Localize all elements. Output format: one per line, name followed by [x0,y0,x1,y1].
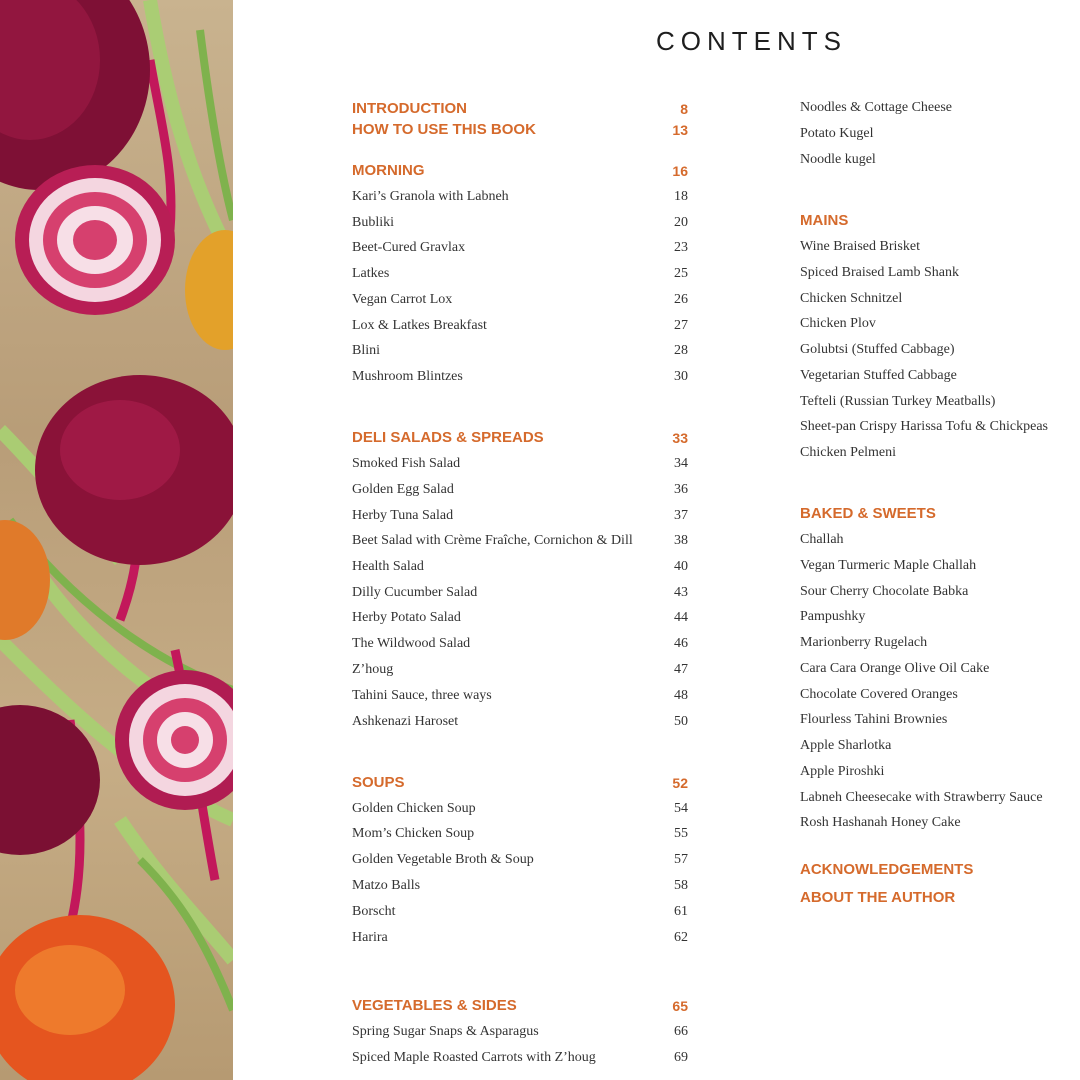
toc-entry-title: VEGETABLES & SIDES [352,997,517,1014]
toc-entry-title: Challah [800,532,844,547]
toc-entry-page: 65 [672,998,688,1014]
toc-entry-title: Matzo Balls [352,878,421,893]
toc-entry-title: Golubtsi (Stuffed Cabbage) [800,342,955,357]
toc-entry-title: Apple Sharlotka [800,738,892,753]
toc-entry [352,875,692,897]
toc-entry-title: Golden Chicken Soup [352,801,476,816]
toc-entry-title: Beet Salad with Crème Fraîche, Cornichon & Dill [352,533,633,548]
toc-entry [352,1021,692,1043]
toc-entry-title: Ashkenazi Haroset [352,714,459,729]
toc-entry-title: Z’houg [352,662,394,677]
toc-entry-title: Harira [352,930,388,945]
toc-entry-page: 55 [674,826,688,841]
toc-entry-title: The Wildwood Salad [352,636,471,651]
toc-entry-page: 18 [674,189,688,204]
toc-entry [800,339,1070,361]
toc-entry [800,313,1070,335]
toc-entry [800,123,1070,145]
toc-entry-title: Kari’s Granola with Labneh [352,189,509,204]
toc-entry-title: Spiced Braised Lamb Shank [800,265,960,280]
toc-entry-title: Labneh Cheesecake with Strawberry Sauce [800,790,1043,805]
toc-entry-page: 38 [674,533,688,548]
toc-entry [800,442,1070,464]
toc-entry-title: Smoked Fish Salad [352,456,461,471]
toc-entry-title: Vegetarian Stuffed Cabbage [800,368,957,383]
toc-entry-page: 16 [672,163,688,179]
toc-entry-title: Herby Tuna Salad [352,508,454,523]
toc-entry [352,212,692,234]
toc-entry [352,711,692,733]
toc-entry-page: 13 [672,122,688,138]
toc-entry-title: MAINS [800,212,849,229]
toc-entry [352,556,692,578]
toc-entry-title: Chocolate Covered Oranges [800,687,958,702]
toc-entry [800,606,1070,628]
toc-entry-title: Flourless Tahini Brownies [800,712,948,727]
toc-entry-page: 58 [674,878,688,893]
toc-entry [352,607,692,629]
toc-entry [352,901,692,923]
toc-entry-title: Herby Potato Salad [352,610,461,625]
toc-entry-page: 62 [674,930,688,945]
toc-entry-title: Spiced Maple Roasted Carrots with Z’houg [352,1050,596,1065]
toc-entry-title: Chicken Pelmeni [800,445,897,460]
toc-entry-title: Marionberry Rugelach [800,635,928,650]
toc-entry [800,365,1070,387]
toc-entry-title: MORNING [352,162,425,179]
toc-entry-title: Mushroom Blintzes [352,369,463,384]
toc-entry [800,684,1070,706]
toc-entry-title: Pampushky [800,609,866,624]
toc-entry [800,288,1070,310]
toc-entry-title: Golden Egg Salad [352,482,454,497]
toc-entry-title: Bubliki [352,215,395,230]
toc-entry-page: 69 [674,1050,688,1065]
toc-entry-title: Spring Sugar Snaps & Asparagus [352,1024,539,1039]
toc-entry [352,453,692,475]
toc-entry [352,849,692,871]
toc-entry [352,823,692,845]
toc-entry [352,366,692,388]
toc-entry [800,735,1070,757]
toc-entry [800,97,1070,119]
toc-entry [352,340,692,362]
toc-entry-title: Noodles & Cottage Cheese [800,100,953,115]
toc-entry [800,416,1070,438]
toc-section-heading [352,772,692,794]
toc-entry-title: DELI SALADS & SPREADS [352,429,544,446]
toc-entry-title: Potato Kugel [800,126,874,141]
toc-entry [800,709,1070,731]
toc-entry [352,237,692,259]
toc-entry [352,186,692,208]
toc-entry-page: 46 [674,636,688,651]
toc-entry [800,236,1070,258]
toc-entry-title: Lox & Latkes Breakfast [352,318,487,333]
toc-entry [352,505,692,527]
toc-entry [800,632,1070,654]
toc-entry-page: 33 [672,430,688,446]
toc-entry [800,812,1070,834]
toc-entry-title: Blini [352,343,381,358]
toc-entry [352,479,692,501]
toc-entry-page: 8 [680,101,688,117]
page-title: CONTENTS [656,26,847,56]
toc-entry-title: Borscht [352,904,396,919]
toc-entry-title: Tahini Sauce, three ways [352,688,492,703]
toc-entry-page: 25 [674,266,688,281]
toc-entry-title: Tefteli (Russian Turkey Meatballs) [800,394,996,409]
toc-entry-page: 61 [674,904,688,919]
toc-entry-title: ABOUT THE AUTHOR [800,889,956,906]
toc-entry [800,761,1070,783]
toc-entry-title: Dilly Cucumber Salad [352,585,478,600]
beets-illustration [0,0,233,1080]
toc-entry-title: Cara Cara Orange Olive Oil Cake [800,661,990,676]
toc-entry-page: 28 [674,343,688,358]
beets-photo [0,0,233,1080]
toc-entry-page: 44 [674,610,688,625]
toc-entry-page: 47 [674,662,688,677]
toc-section-heading [800,887,1070,909]
toc-entry-title: Beet-Cured Gravlax [352,240,466,255]
toc-entry [352,582,692,604]
toc-section-heading [352,995,692,1017]
toc-entry [352,659,692,681]
toc-entry-page: 23 [674,240,688,255]
toc-entry-page: 27 [674,318,688,333]
toc-entry [352,927,692,949]
toc-entry [352,289,692,311]
toc-entry-page: 50 [674,714,688,729]
toc-entry-page: 20 [674,215,688,230]
toc-entry-title: HOW TO USE THIS BOOK [352,121,536,138]
toc-entry-title: ACKNOWLEDGEMENTS [800,861,974,878]
toc-entry [352,315,692,337]
toc-entry-page: 40 [674,559,688,574]
toc-entry-page: 26 [674,292,688,307]
toc-entry-title: Mom’s Chicken Soup [352,826,475,841]
toc-entry-title: INTRODUCTION [352,100,467,117]
toc-entry [352,530,692,552]
toc-entry-title: Chicken Schnitzel [800,291,903,306]
toc-entry [800,391,1070,413]
toc-entry-title: Golden Vegetable Broth & Soup [352,852,534,867]
toc-section-heading [800,503,1070,525]
toc-section-heading [800,859,1070,881]
toc-entry-page: 48 [674,688,688,703]
toc-section-heading [352,119,692,141]
toc-entry [800,149,1070,171]
toc-entry-page: 34 [674,456,688,471]
toc-entry [352,1047,692,1069]
toc-entry-title: Sheet-pan Crispy Harissa Tofu & Chickpeas [800,419,1048,434]
toc-entry-page: 43 [674,585,688,600]
toc-entry-page: 30 [674,369,688,384]
toc-entry-page: 37 [674,508,688,523]
toc-entry [352,633,692,655]
toc-entry-title: Latkes [352,266,390,281]
toc-entry-title: Wine Braised Brisket [800,239,920,254]
toc-entry [352,685,692,707]
toc-section-heading [800,210,1070,232]
toc-entry [800,581,1070,603]
toc-entry-title: BAKED & SWEETS [800,505,936,522]
toc-entry-page: 52 [672,775,688,791]
toc-entry [800,529,1070,551]
toc-entry-title: Sour Cherry Chocolate Babka [800,584,969,599]
toc-entry-page: 57 [674,852,688,867]
toc-entry-title: Vegan Turmeric Maple Challah [800,558,977,573]
toc-entry-page: 66 [674,1024,688,1039]
toc-entry [800,262,1070,284]
toc-entry-page: 54 [674,801,688,816]
toc-entry-title: SOUPS [352,774,405,791]
toc-entry [800,658,1070,680]
toc-entry [800,787,1070,809]
toc-entry-title: Rosh Hashanah Honey Cake [800,815,961,830]
toc-entry-title: Noodle kugel [800,152,876,167]
toc-section-heading [352,427,692,449]
toc-entry [800,555,1070,577]
toc-entry [352,798,692,820]
toc-section-heading [352,160,692,182]
toc-entry-title: Health Salad [352,559,424,574]
toc-section-heading [352,98,692,120]
toc-entry-title: Chicken Plov [800,316,876,331]
toc-entry-title: Vegan Carrot Lox [352,292,453,307]
toc-entry [352,263,692,285]
toc-entry-page: 36 [674,482,688,497]
toc-entry-title: Apple Piroshki [800,764,885,779]
